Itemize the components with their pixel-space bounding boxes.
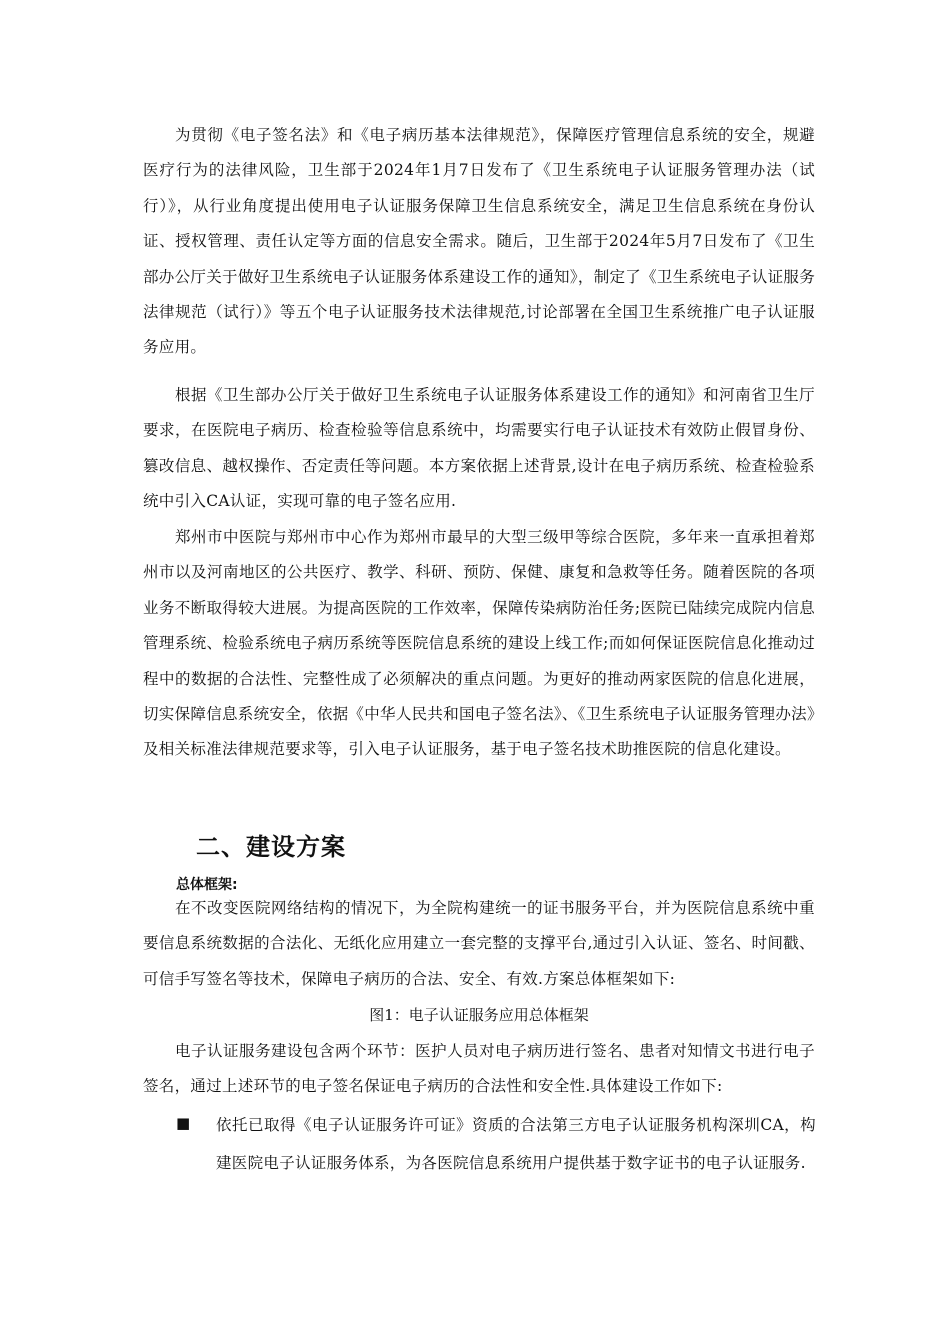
- bullet-square-icon: ■: [176, 1114, 191, 1132]
- paragraph-construction: 电子认证服务建设包含两个环节：医护人员对电子病历进行签名、患者对知情文书进行电子签名，通过上述环节的电子签名保证电子病历的合法性和安全性.具体建设工作如下:: [143, 1042, 815, 1096]
- paragraph-hospital-overview: 郑州市中医院与郑州市中心作为郑州市最早的大型三级甲等综合医院，多年来一直承担着郑州市以及河南地区的公共医疗、教学、科研、预防、保健、康复和急救等任务。随着医院的各项业务不断取得较大进展。为提高医院的工作效率，保障传染病防治任务;医院已陆续完成院内信息管理系统、检验系统电子病历系统等医院信息系统的建设上线工作;而如何保证医院信息化推动过程中的数据的合法性、完整性成了必须解决的重点问题。为更好的推动两家医院的信息化进展，切实保障信息系统安全，依据《中华人民共和国电子签名法》、《卫生系统电子认证服务管理办法》及相关标准法律规范要求等，引入电子认证服务，基于电子签名技术助推医院的信息化建设。: [143, 528, 815, 759]
- bullet-item: [176, 1106, 816, 1182]
- sub-heading: 总体框架:: [176, 877, 238, 893]
- figure-caption: 图1：电子认证服务应用总体框架: [369, 1006, 589, 1024]
- section-heading: 二、建设方案: [196, 833, 346, 861]
- bullet-text: 依托已取得《电子认证服务许可证》资质的合法第三方电子认证服务机构深圳CA，构建医院电子认证服务体系，为各医院信息系统用户提供基于数字证书的电子认证服务.: [216, 1116, 816, 1172]
- paragraph-background-regulations: 为贯彻《电子签名法》和《电子病历基本法律规范》，保障医疗管理信息系统的安全，规避医疗行为的法律风险，卫生部于2024年1月7日发布了《卫生系统电子认证服务管理办法（试行）》，从行业角度提出使用电子认证服务保障卫生信息系统安全，满足卫生信息系统在身份认证、授权管理、责任认定等方面的信息安全需求。随后，卫生部于2024年5月7日发布了《卫生部办公厅关于做好卫生系统电子认证服务体系建设工作的通知》，制定了《卫生系统电子认证服务法律规范（试行）》等五个电子认证服务技术法律规范,讨论部署在全国卫生系统推广电子认证服务应用。: [143, 126, 815, 357]
- paragraph-framework: 在不改变医院网络结构的情况下，为全院构建统一的证书服务平台，并为医院信息系统中重要信息系统数据的合法化、无纸化应用建立一套完整的支撑平台,通过引入认证、签名、时间戳、可信手写签名等技术，保障电子病历的合法、安全、有效.方案总体框架如下:: [143, 899, 815, 988]
- paragraph-henan-requirements: 根据《卫生部办公厅关于做好卫生系统电子认证服务体系建设工作的通知》和河南省卫生厅要求，在医院电子病历、检查检验等信息系统中，均需要实行电子认证技术有效防止假冒身份、篡改信息、越权操作、否定责任等问题。本方案依据上述背景,设计在电子病历系统、检查检验系统中引入CA认证，实现可靠的电子签名应用.: [143, 386, 815, 511]
